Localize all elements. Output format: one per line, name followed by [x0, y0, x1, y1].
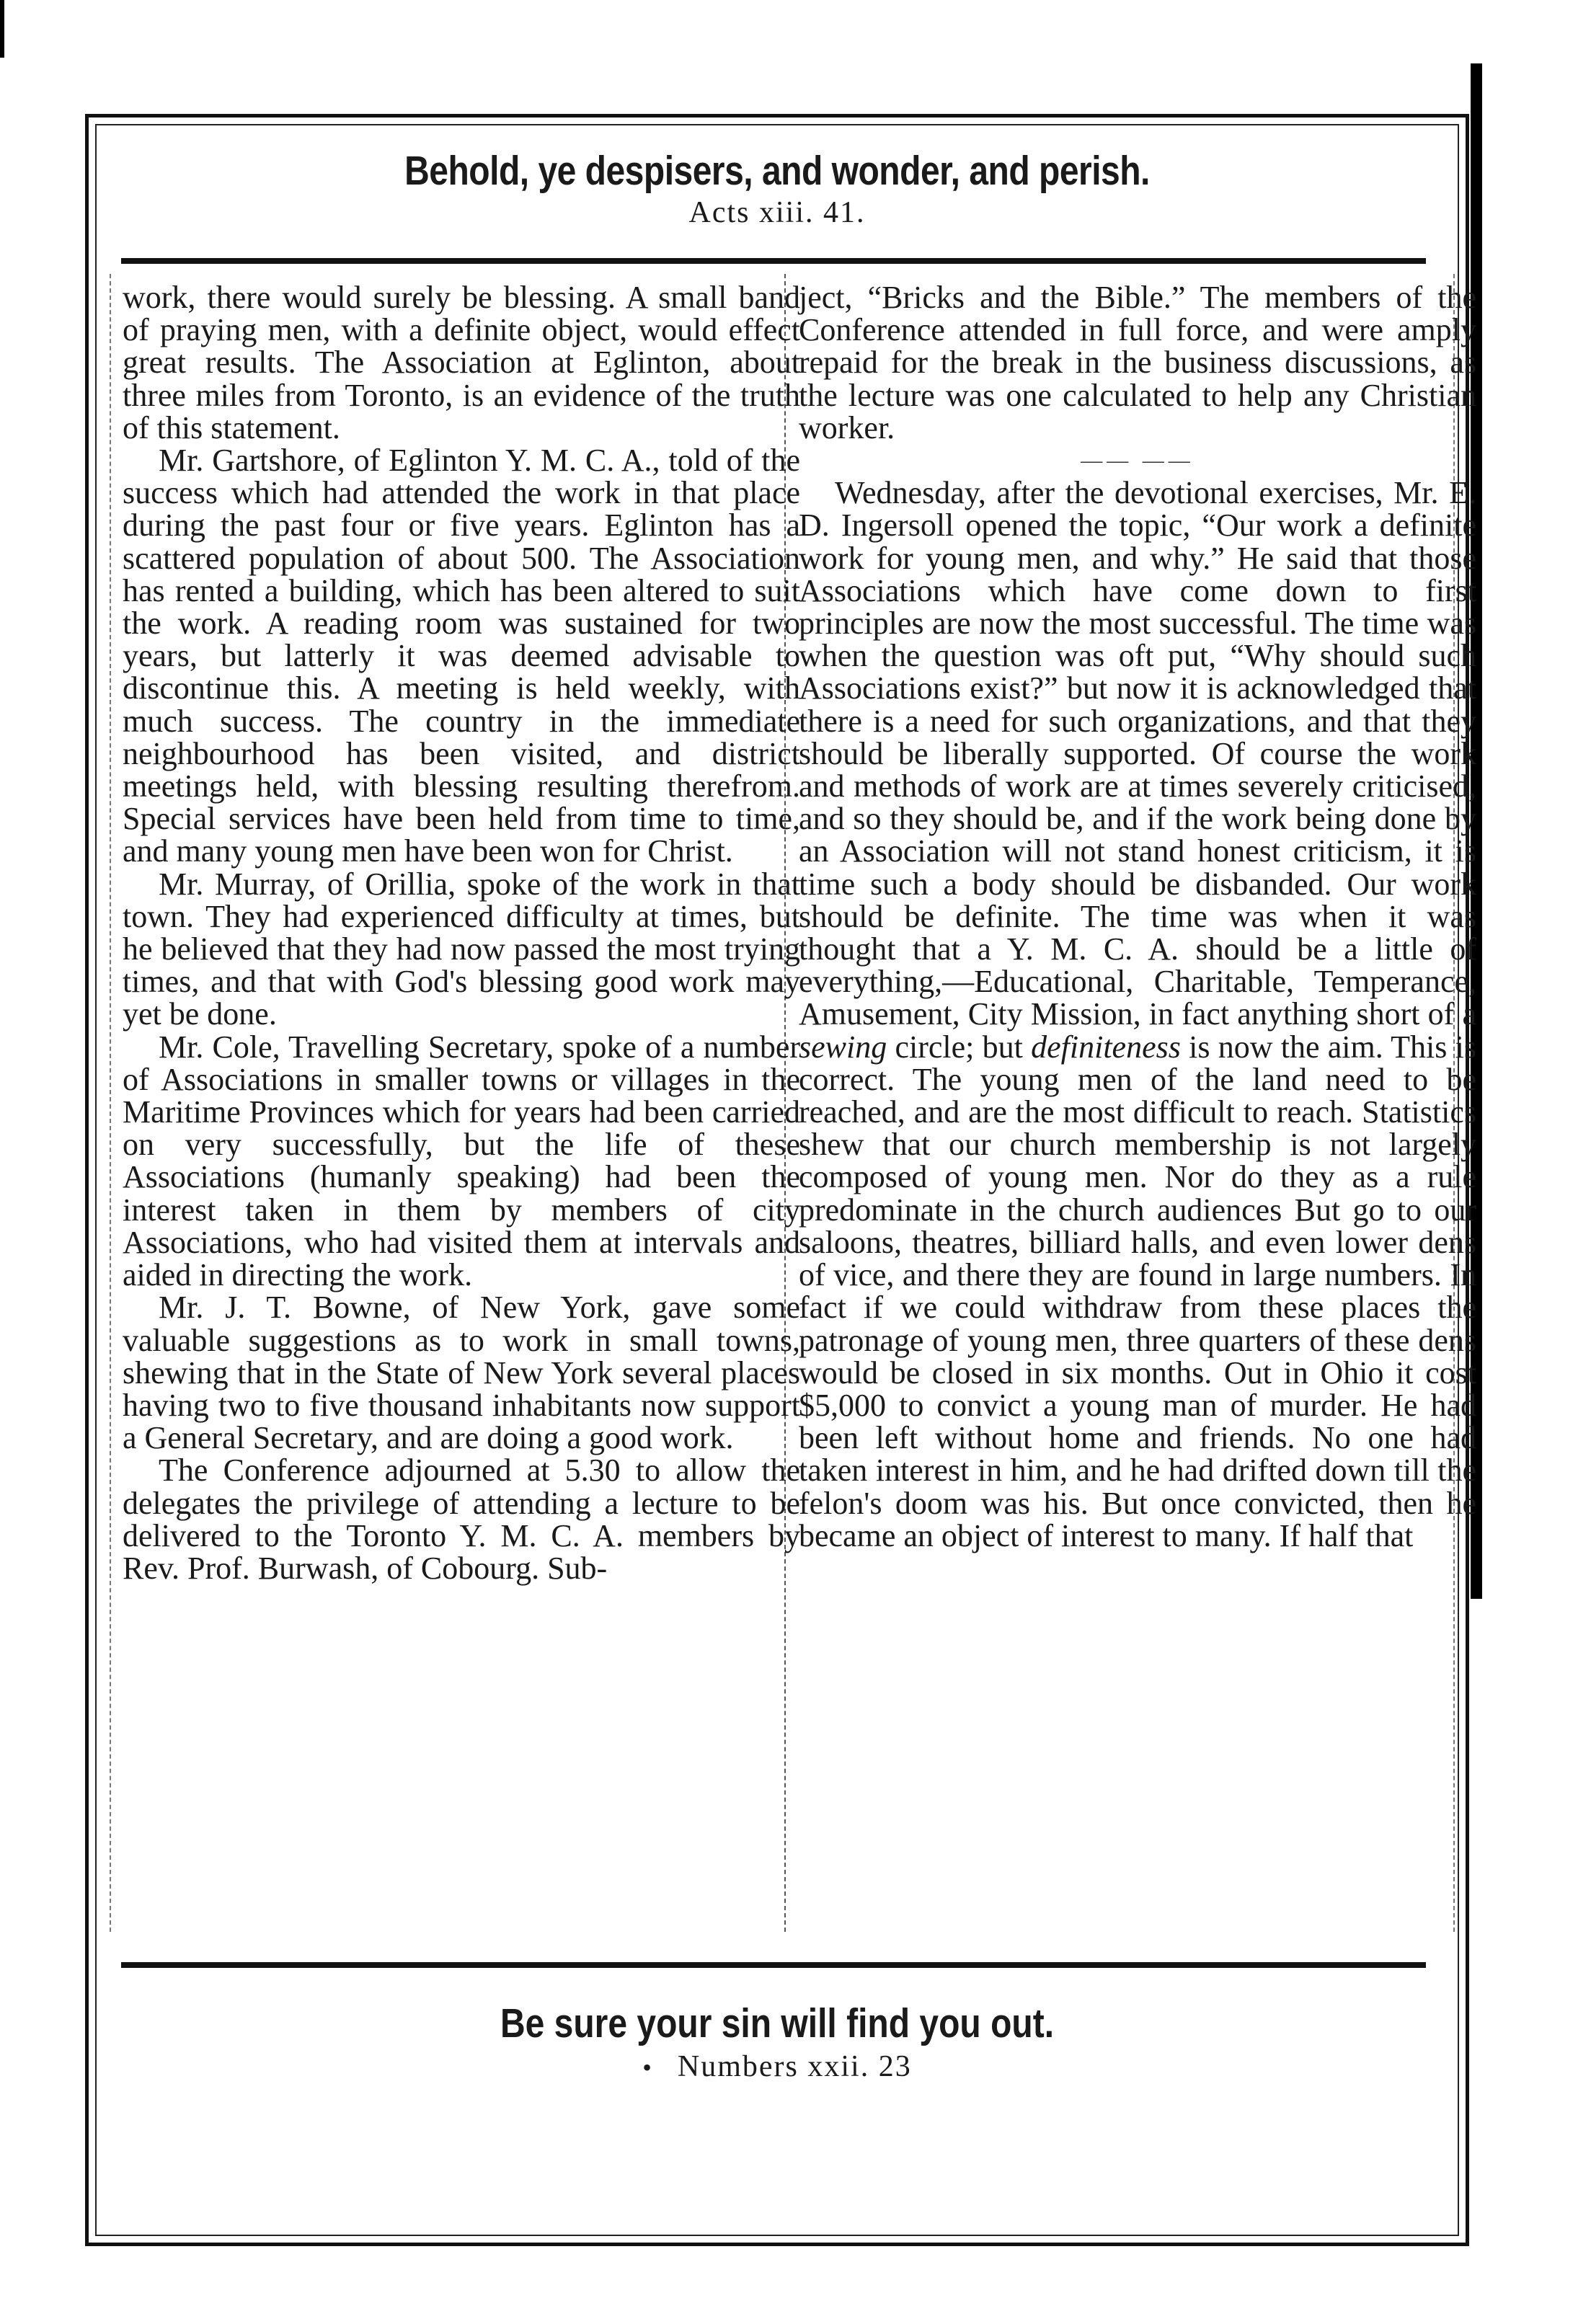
paragraph: Mr. Cole, Travelling Secretary, spoke of a number of Associations in smaller towns or villages in the Maritime Provinces which for years had been carried on very successfully, but the life of these Associations (humanly speaking) had been the interest taken in them by members of city Associations, who had visited them at intervals and aided in directing the work.: [123, 1029, 800, 1293]
header-scripture: [95, 148, 1459, 230]
paragraph-text: Wednesday, after the devotional exercises, Mr. E. D. Ingersoll opened the topic, “Our work a definite work for young men, and why.” He said that those Associations which have come down to first principles are now the most successful. The time was when the question was oft put, “Why should such Associations exist?” but now it is acknowledged that there is a need for such organizations, and that they should be liberally supported. Of course the work and methods of work are at times severely criticised, and so they should be, and if the work being done by an Association will not stand honest criticism, it is time such a body should be disbanded. Our work should be definite. The time was when it was thought that a Y. M. C. A. should be a little of everything,—Educational, Charitable, Temperance, Amusement, City Mission, in fact anything short of a: [799, 475, 1476, 1032]
footer-reference-line: [95, 2049, 1459, 2084]
bullet-icon: •: [642, 2053, 653, 2082]
footer-reference: Numbers xxii. 23: [677, 2050, 912, 2083]
header-reference: Acts xiii. 41.: [688, 196, 866, 229]
header-rule: [121, 258, 1426, 264]
section-separator: —— ——: [1081, 448, 1195, 473]
paragraph: Mr. J. T. Bowne, of New York, gave some valuable suggestions as to work in small towns, shewing that in the State of New York several places having two to five thousand inhabitants now support a General Secretary, and are doing a good work.: [123, 1290, 800, 1456]
paragraph: The Conference adjourned at 5.30 to allow the delegates the privilege of attending a lecture to be delivered to the Toronto Y. M. C. A. members by Rev. Prof. Burwash, of Cobourg. Sub-: [123, 1452, 800, 1586]
left-column: [123, 281, 800, 1584]
footer-scripture: [95, 2001, 1459, 2084]
paragraph: [799, 476, 1476, 1552]
paragraph: work, there would surely be blessing. A small band of praying men, with a definite object, would effect great results. The Association at Eglinton, about three miles from Toronto, is an evidence of the truth of this statement.: [123, 280, 800, 445]
paragraph-text: is now the aim. This is correct. The young men of the land need to be reached, and are the most difficult to reach. Statistics shew that our church membership is not largely composed of young men. Nor do they as a rule predominate in the church audiences But go to our saloons, theatres, billiard halls, and even lower dens of vice, and there they are found in large numbers. In fact if we could withdraw from these places the patronage of young men, three quarters of these dens would be closed in six months. Out in Ohio it cost $5,000 to convict a young man of murder. He had been left without home and friends. No one had taken interest in him, and he had drifted down till the felon's doom was his. But once convicted, then he became an object of interest to many. If half that: [799, 1029, 1476, 1553]
emphasis-text: sewing: [799, 1029, 887, 1065]
header-verse: Behold, ye despisers, and wonder, and perish.: [404, 148, 1150, 194]
scan-edge-mark: [0, 0, 4, 58]
emphasis-text: definiteness: [1031, 1029, 1181, 1065]
footer-verse: Be sure your sin will find you out.: [500, 2001, 1055, 2046]
paragraph: ject, “Bricks and the Bible.” The members of the Conference attended in full force, and were amply repaid for the break in the business discussions, as the lecture was one calculated to help any Christian worker.: [799, 280, 1476, 445]
paragraph: Mr. Murray, of Orillia, spoke of the work in that town. They had experienced difficulty at times, but he believed that they had now passed the most trying times, and that with God's blessing good work may yet be done.: [123, 866, 800, 1032]
paragraph-text: circle; but: [895, 1029, 1023, 1065]
paragraph: Mr. Gartshore, of Eglinton Y. M. C. A., told of the success which had attended the work in that place during the past four or five years. Eglinton has a scattered population of about 500. The Association has rented a building, which has been altered to suit the work. A reading room was sustained for two years, but latterly it was deemed advisable to discontinue this. A meeting is held weekly, with much success. The country in the immediate neighbourhood has been visited, and district meetings held, with blessing resulting therefrom. Special services have been held from time to time, and many young men have been won for Christ.: [123, 443, 800, 869]
footer-rule: [121, 1962, 1426, 1968]
left-margin-guide: [110, 274, 111, 1932]
right-column: [799, 281, 1476, 1552]
